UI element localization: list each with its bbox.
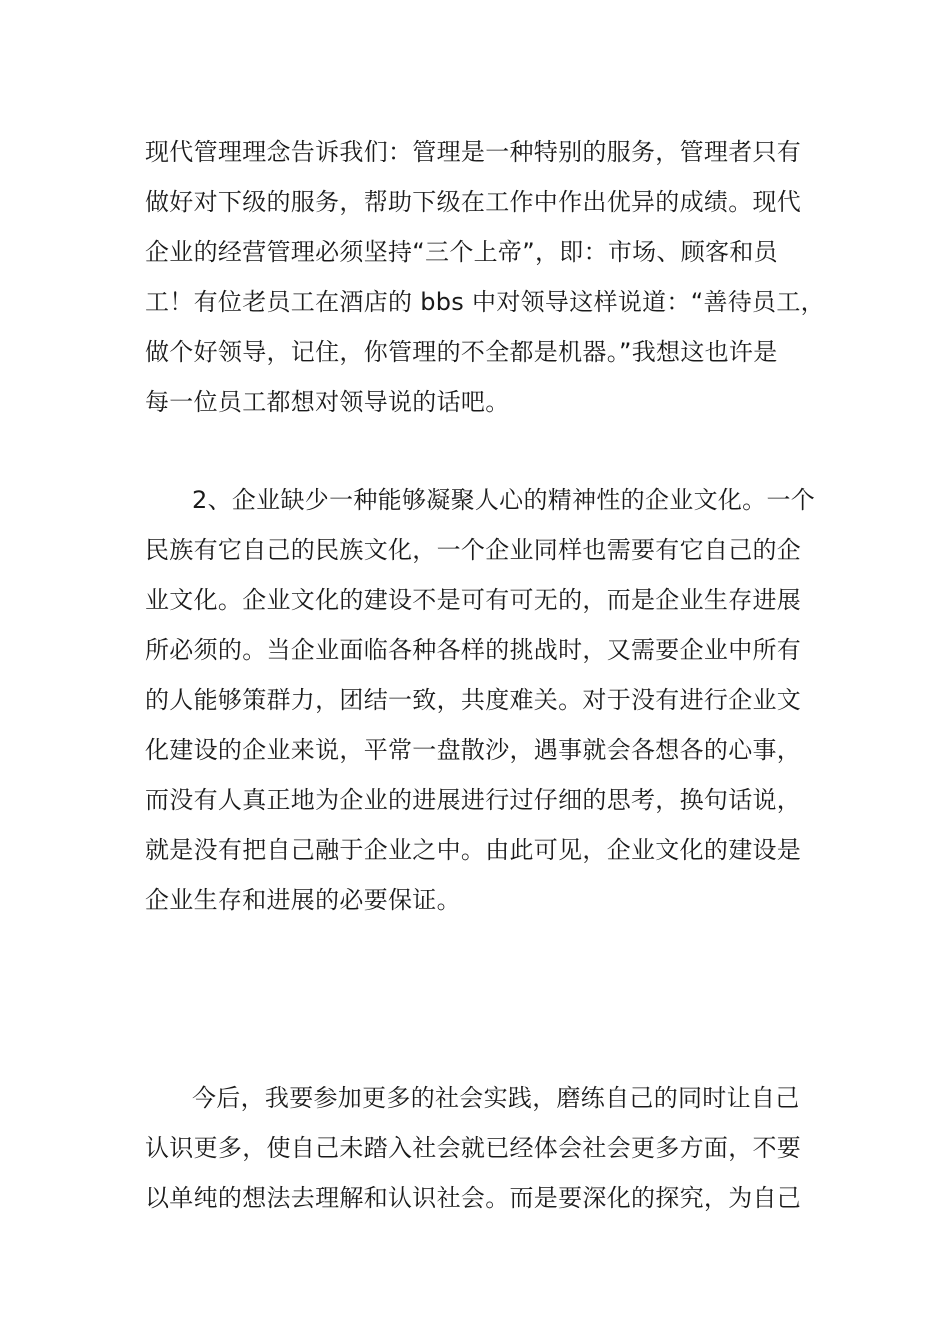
paragraph-future-practice (145, 1073, 845, 1223)
text-line: 认识更多，使自己未踏入社会就已经体会社会更多方面，不要 (145, 1134, 802, 1162)
text-line: 就是没有把自己融于企业之中。由此可见，企业文化的建设是 (145, 836, 802, 864)
text-line: 企业的经营管理必须坚持“三个上帝”，即：市场、顾客和员 (145, 238, 778, 266)
text-line: 做好对下级的服务，帮助下级在工作中作出优异的成绩。现代 (145, 188, 802, 216)
text-line: 企业生存和进展的必要保证。 (145, 886, 461, 914)
text-line: 民族有它自己的民族文化，一个企业同样也需要有它自己的企 (145, 536, 802, 564)
text-line: 化建设的企业来说，平常一盘散沙，遇事就会各想各的心事， (145, 736, 802, 764)
text-line: 今后，我要参加更多的社会实践，磨练自己的同时让自己 (192, 1084, 800, 1112)
text-line: 的人能够策群力，团结一致，共度难关。对于没有进行企业文 (145, 686, 802, 714)
paragraph-management-service (145, 127, 845, 427)
text-line: 现代管理理念告诉我们：管理是一种特别的服务，管理者只有 (145, 138, 802, 166)
text-line: 工！有位老员工在酒店的 bbs 中对领导这样说道：“善待员工， (145, 288, 825, 316)
text-line: 所必须的。当企业面临各种各样的挑战时，又需要企业中所有 (145, 636, 802, 664)
text-line: 每一位员工都想对领导说的话吧。 (145, 388, 510, 416)
text-line: 2、企业缺少一种能够凝聚人心的精神性的企业文化。一个 (192, 486, 816, 514)
text-line: 业文化。企业文化的建设不是可有可无的，而是企业生存进展 (145, 586, 802, 614)
text-line: 以单纯的想法去理解和认识社会。而是要深化的探究，为自己 (145, 1184, 802, 1212)
paragraph-corporate-culture (145, 475, 845, 925)
text-line: 而没有人真正地为企业的进展进行过仔细的思考，换句话说， (145, 786, 802, 814)
text-line: 做个好领导，记住，你管理的不全都是机器。”我想这也许是 (145, 338, 778, 366)
